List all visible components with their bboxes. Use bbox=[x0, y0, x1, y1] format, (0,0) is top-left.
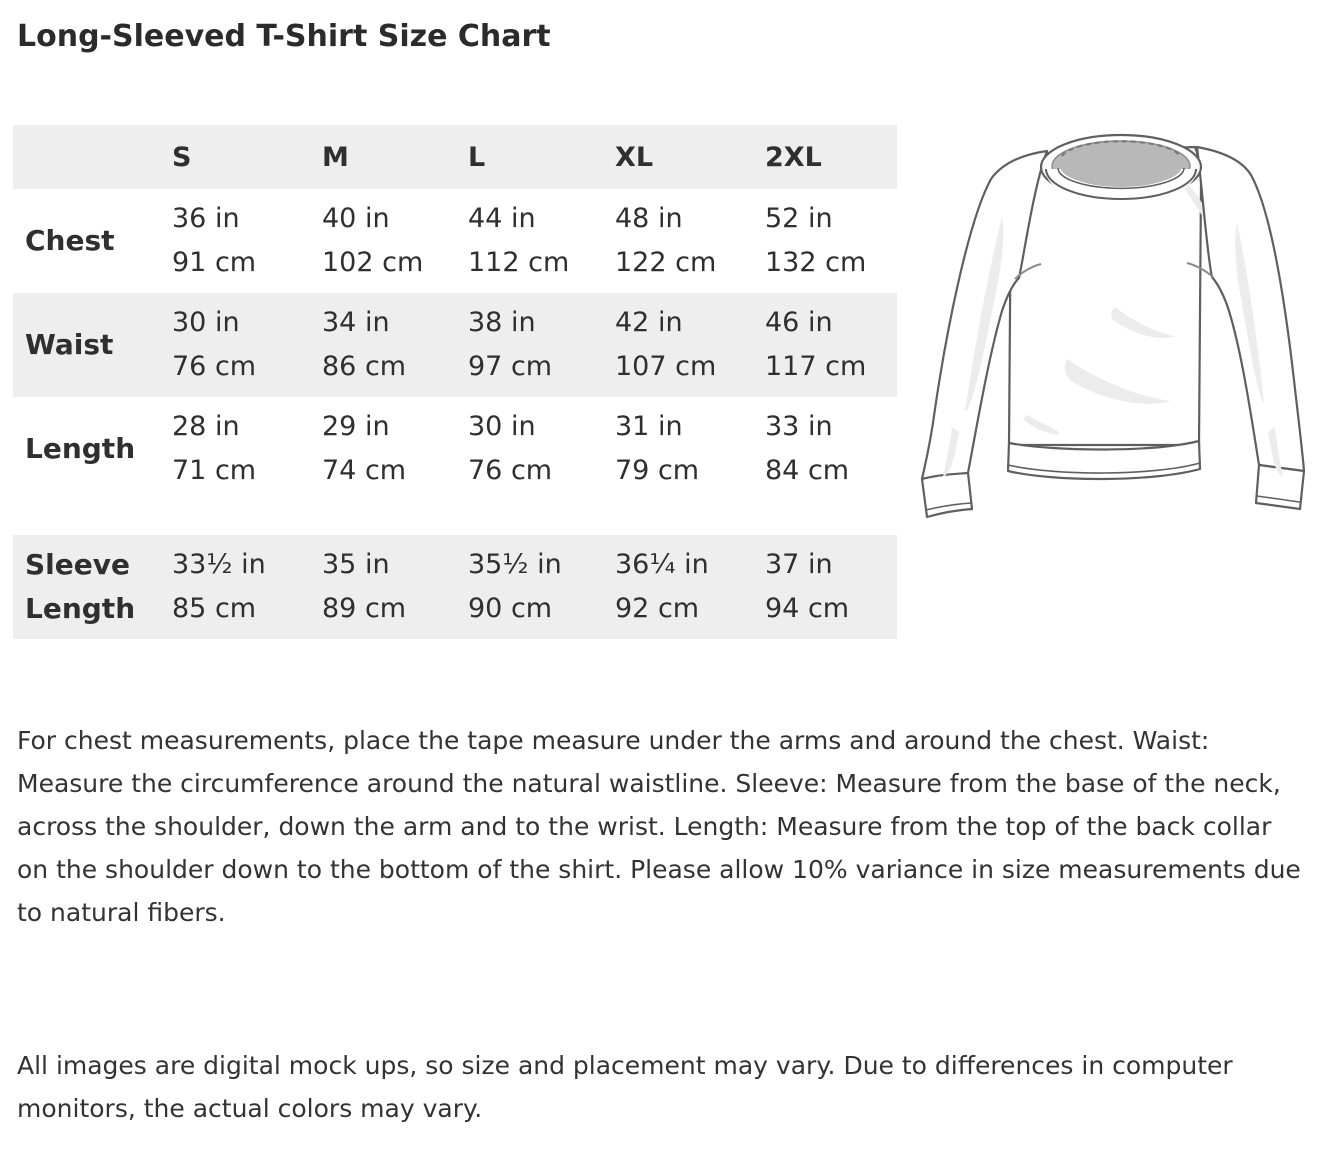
spacer-cell bbox=[13, 501, 897, 535]
value-cm: 117 cm bbox=[765, 351, 867, 382]
value-cm: 71 cm bbox=[172, 455, 257, 486]
value-inches: 46 in bbox=[765, 307, 833, 338]
size-header-row bbox=[13, 125, 897, 189]
value-cm: 107 cm bbox=[615, 351, 717, 382]
value-inches: 31 in bbox=[615, 411, 683, 442]
shirt-waistband bbox=[1008, 441, 1200, 479]
value-cm: 74 cm bbox=[322, 455, 407, 486]
cell-length-m bbox=[322, 397, 468, 501]
cell-length-2xl bbox=[765, 397, 897, 501]
size-chart-table bbox=[13, 125, 897, 639]
value-inches: 36¼ in bbox=[615, 549, 709, 580]
value-cm: 76 cm bbox=[172, 351, 257, 382]
value-inches: 30 in bbox=[468, 411, 536, 442]
value-inches: 44 in bbox=[468, 203, 536, 234]
cell-chest-s bbox=[172, 189, 322, 293]
value-cm: 76 cm bbox=[468, 455, 553, 486]
value-inches: 38 in bbox=[468, 307, 536, 338]
value-cm: 84 cm bbox=[765, 455, 850, 486]
value-inches: 35 in bbox=[322, 549, 390, 580]
value-inches: 52 in bbox=[765, 203, 833, 234]
row-label-waist: Waist bbox=[25, 328, 114, 361]
value-cm: 90 cm bbox=[468, 593, 553, 624]
cell-sleeve-s bbox=[172, 535, 322, 639]
cell-length-s bbox=[172, 397, 322, 501]
table-row-waist bbox=[13, 293, 897, 397]
page-title: Long-Sleeved T-Shirt Size Chart bbox=[17, 19, 551, 54]
long-sleeve-shirt-illustration bbox=[907, 127, 1317, 547]
value-cm: 132 cm bbox=[765, 247, 867, 278]
row-label-length: Length bbox=[25, 432, 136, 465]
value-inches: 30 in bbox=[172, 307, 240, 338]
column-header-m: M bbox=[322, 141, 349, 173]
cell-length-l bbox=[468, 397, 615, 501]
value-inches: 33 in bbox=[765, 411, 833, 442]
value-cm: 92 cm bbox=[615, 593, 700, 624]
row-label-chest: Chest bbox=[25, 224, 115, 257]
cell-chest-xl bbox=[615, 189, 765, 293]
row-label-sleeve-length: Sleeve Length bbox=[25, 548, 136, 625]
shirt-collar bbox=[1041, 135, 1201, 199]
chart-and-illustration-row bbox=[0, 125, 1329, 639]
value-inches: 35½ in bbox=[468, 549, 562, 580]
value-inches: 34 in bbox=[322, 307, 390, 338]
measurement-instructions-paragraph: For chest measurements, place the tape measure under the arms and around the chest. Waist: Measure the circumference around the natural waistline. Sleeve: Measure from the base of the neck, across the shoulder, down the arm and to the wrist. Length: Measure from the top of the back collar on the shoulder down to the bottom of the shirt. Please allow 10% variance in size measurements due to natural fibers. bbox=[17, 726, 1301, 927]
value-inches: 37 in bbox=[765, 549, 833, 580]
cell-sleeve-xl bbox=[615, 535, 765, 639]
value-cm: 91 cm bbox=[172, 247, 257, 278]
shirt-svg bbox=[907, 127, 1317, 547]
value-cm: 112 cm bbox=[468, 247, 570, 278]
value-cm: 102 cm bbox=[322, 247, 424, 278]
value-inches: 28 in bbox=[172, 411, 240, 442]
cell-waist-2xl bbox=[765, 293, 897, 397]
value-inches: 33½ in bbox=[172, 549, 266, 580]
table-row-length bbox=[13, 397, 897, 501]
value-cm: 86 cm bbox=[322, 351, 407, 382]
disclaimer-paragraph: All images are digital mock ups, so size and placement may vary. Due to differences in computer monitors, the actual colors may vary. bbox=[17, 1051, 1233, 1123]
cell-waist-l bbox=[468, 293, 615, 397]
value-cm: 94 cm bbox=[765, 593, 850, 624]
column-header-xl: XL bbox=[615, 141, 654, 173]
value-cm: 122 cm bbox=[615, 247, 717, 278]
column-header-2xl: 2XL bbox=[765, 141, 822, 173]
table-spacer-row bbox=[13, 501, 897, 535]
cell-chest-m bbox=[322, 189, 468, 293]
cell-chest-l bbox=[468, 189, 615, 293]
value-inches: 29 in bbox=[322, 411, 390, 442]
corner-header-cell bbox=[13, 125, 172, 189]
value-cm: 79 cm bbox=[615, 455, 700, 486]
value-inches: 36 in bbox=[172, 203, 240, 234]
table-row-chest bbox=[13, 189, 897, 293]
column-header-s: S bbox=[172, 141, 192, 173]
cell-sleeve-2xl bbox=[765, 535, 897, 639]
column-header-l: L bbox=[468, 141, 486, 173]
table-row-sleeve-length bbox=[13, 535, 897, 639]
cell-waist-m bbox=[322, 293, 468, 397]
cell-chest-2xl bbox=[765, 189, 897, 293]
cell-sleeve-l bbox=[468, 535, 615, 639]
cell-sleeve-m bbox=[322, 535, 468, 639]
cell-waist-s bbox=[172, 293, 322, 397]
cell-length-xl bbox=[615, 397, 765, 501]
value-inches: 42 in bbox=[615, 307, 683, 338]
value-cm: 89 cm bbox=[322, 593, 407, 624]
value-cm: 85 cm bbox=[172, 593, 257, 624]
value-cm: 97 cm bbox=[468, 351, 553, 382]
notes-section bbox=[0, 719, 1329, 1160]
value-inches: 40 in bbox=[322, 203, 390, 234]
value-inches: 48 in bbox=[615, 203, 683, 234]
cell-waist-xl bbox=[615, 293, 765, 397]
size-chart-table-container bbox=[13, 125, 897, 639]
